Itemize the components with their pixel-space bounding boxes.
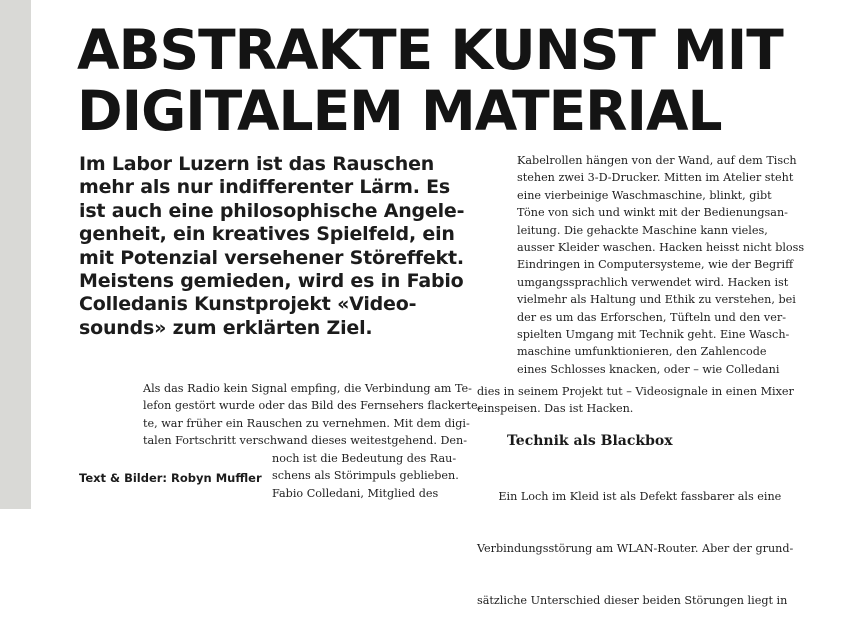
lead-line: mehr als nur indifferenter Lärm. Es <box>79 176 451 199</box>
body-line: stehen zwei 3-D-Drucker. Mitten im Atelier steht <box>517 171 794 185</box>
lead-line: ist auch eine philosophische Angele- <box>79 199 465 222</box>
body-line: te, war früher ein Rauschen zu vernehmen. Mit dem digi- <box>143 416 470 430</box>
body-line: Ein Loch im Kleid ist als Defekt fassbarer als eine <box>477 489 782 503</box>
body-line: sätzliche Unterschied dieser beiden Störungen liegt in <box>477 594 788 608</box>
left-column-top <box>143 380 481 450</box>
body-line: Verbindungsstörung am WLAN-Router. Aber der grund- <box>477 542 794 556</box>
body-line: spielten Umgang mit Technik geht. Eine Wasch- <box>517 328 790 342</box>
headline-line: DIGITALEM MATERIAL <box>77 79 722 143</box>
article-headline <box>77 20 783 142</box>
body-line: vielmehr als Haltung und Ethik zu verstehen, bei <box>517 293 796 307</box>
body-line: Als das Radio kein Signal empfing, die Verbindung am Te- <box>143 382 472 395</box>
body-line: eine vierbeinige Waschmaschine, blinkt, gibt <box>517 188 772 202</box>
right-column-wide <box>477 383 794 418</box>
byline: Text & Bilder: Robyn Muffler <box>79 471 262 485</box>
lead-line: genheit, ein kreatives Spielfeld, ein <box>79 223 455 246</box>
section-subheading: Technik als Blackbox <box>507 433 673 449</box>
body-line: talen Fortschritt verschwand dieses weitestgehend. Den- <box>143 434 468 448</box>
body-line: einspeisen. Das ist Hacken. <box>477 402 634 416</box>
body-line: ausser Kleider waschen. Hacken heisst nicht bloss <box>517 241 805 255</box>
body-line: der es um das Erforschen, Tüfteln und den ver- <box>517 310 786 324</box>
body-line: umgangssprachlich verwendet wird. Hacken ist <box>517 275 789 289</box>
body-line: leitung. Die gehackte Maschine kann vieles, <box>517 223 768 237</box>
body-line: Töne von sich und winkt mit der Bedienungsan- <box>517 206 788 220</box>
body-line: Fabio Colledani, Mitglied des <box>272 486 439 500</box>
body-line: schens als Störimpuls geblieben. <box>272 469 459 483</box>
right-column-top <box>517 152 804 378</box>
body-line: Kabelrollen hängen von der Wand, auf dem Tisch <box>517 154 797 167</box>
body-line: noch ist die Bedeutung des Rau- <box>272 452 457 465</box>
lead-line: sounds» zum erklärten Ziel. <box>79 316 373 339</box>
lead-line: Meistens gemieden, wird es in Fabio <box>79 270 464 293</box>
lead-line: mit Potenzial versehener Störeffekt. <box>79 246 464 269</box>
lead-line: Colledanis Kunstprojekt «Video- <box>79 293 417 316</box>
body-line: maschine umfunktionieren, den Zahlencode <box>517 345 767 359</box>
page-margin-strip <box>0 0 31 509</box>
article-lead <box>79 153 464 340</box>
headline-line: ABSTRAKTE KUNST MIT <box>77 18 783 82</box>
body-line: eines Schlosses knacken, oder – wie Colledani <box>517 362 780 376</box>
body-line: dies in seinem Projekt tut – Videosignale in einen Mixer <box>477 385 794 398</box>
body-line: lefon gestört wurde oder das Bild des Fernsehers flackerte, <box>143 399 482 413</box>
left-column-bottom <box>272 450 459 502</box>
body-line: Eindringen in Computersysteme, wie der Begriff <box>517 258 794 272</box>
right-column-bottom <box>477 453 793 627</box>
lead-line: Im Labor Luzern ist das Rauschen <box>79 153 435 175</box>
